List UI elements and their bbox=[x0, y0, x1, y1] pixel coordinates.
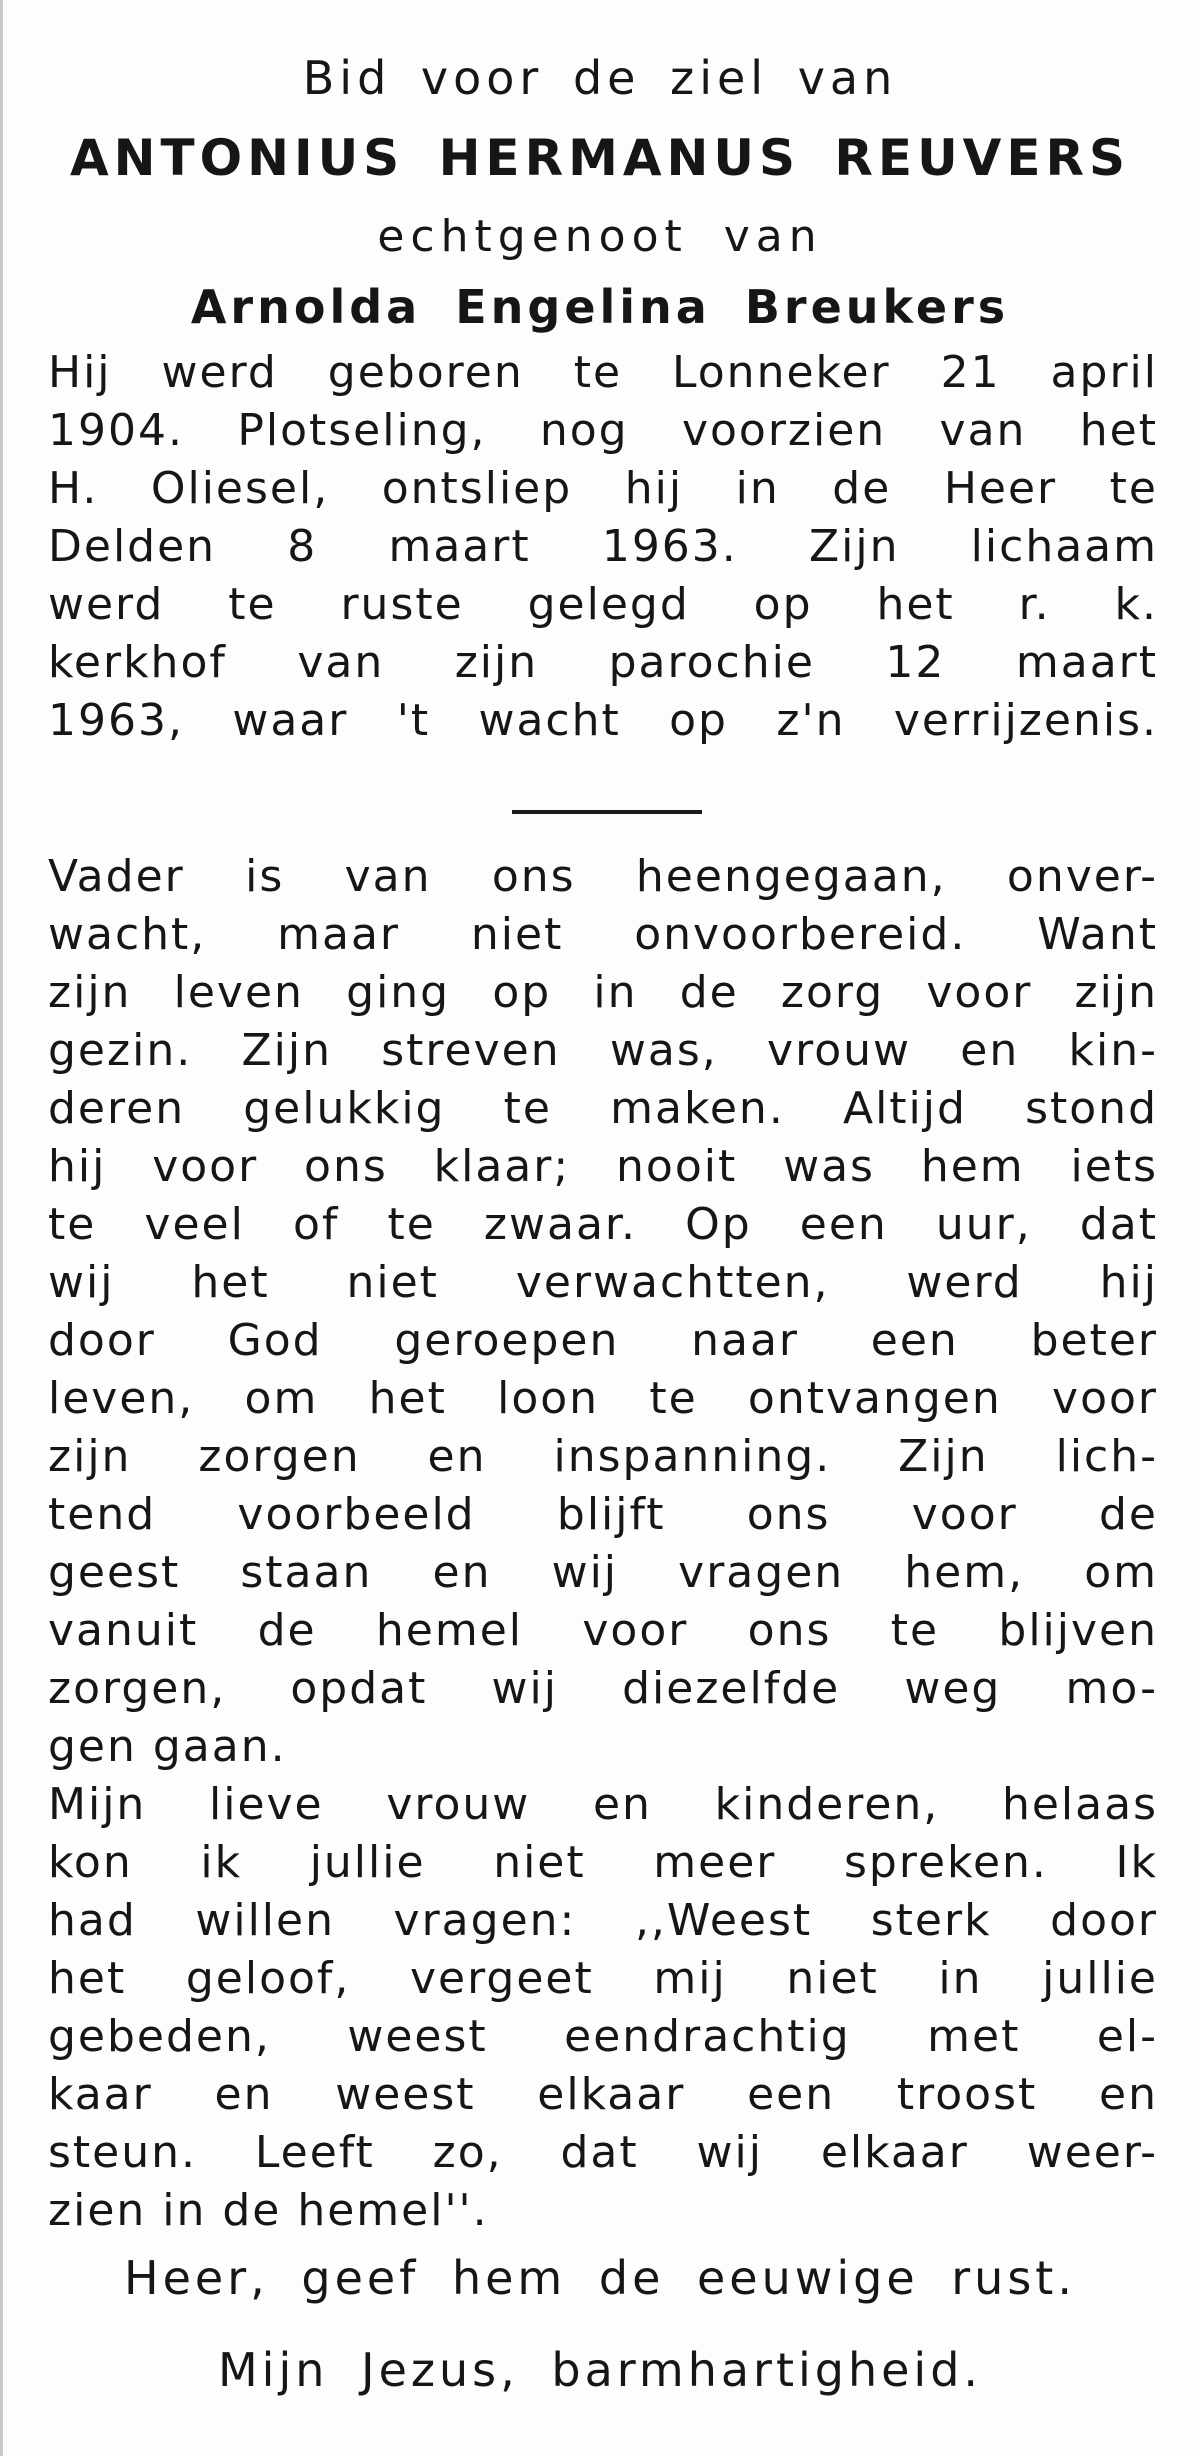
tribute-line: kon ik jullie niet meer spreken. Ik bbox=[48, 1837, 1158, 1888]
tribute-line: door God geroepen naar een beter bbox=[48, 1315, 1158, 1366]
tribute-line: wacht, maar niet onvoorbereid. Want bbox=[48, 909, 1158, 960]
tribute-line: deren gelukkig te maken. Altijd stond bbox=[48, 1083, 1158, 1134]
tribute-line: te veel of te zwaar. Op een uur, dat bbox=[48, 1199, 1158, 1250]
tribute-line: zien in de hemel''. bbox=[48, 2185, 489, 2236]
tribute-line: gebeden, weest eendrachtig met el- bbox=[48, 2011, 1158, 2062]
tribute-line: zijn leven ging op in de zorg voor zijn bbox=[48, 967, 1158, 1018]
tribute-line: kaar en weest elkaar een troost en bbox=[48, 2069, 1158, 2120]
closing-prayer: Heer, geef hem de eeuwige rust. bbox=[124, 2251, 1076, 2305]
tribute-line: vanuit de hemel voor ons te blijven bbox=[48, 1605, 1158, 1656]
spouse-intro: echtgenoot van bbox=[377, 211, 823, 262]
biography-line: werd te ruste gelegd op het r. k. bbox=[48, 579, 1158, 630]
prayer-intro: Bid voor de ziel van bbox=[302, 51, 898, 105]
tribute-line: wij het niet verwachtten, werd hij bbox=[48, 1257, 1158, 1308]
tribute-line: tend voorbeeld blijft ons voor de bbox=[48, 1489, 1158, 1540]
tribute-line: Vader is van ons heengegaan, onver- bbox=[48, 851, 1158, 902]
biography-line: kerkhof van zijn parochie 12 maart bbox=[48, 637, 1158, 688]
biography-line: H. Oliesel, ontsliep hij in de Heer te bbox=[48, 463, 1158, 514]
card-edge bbox=[0, 0, 3, 2456]
tribute-line: zijn zorgen en inspanning. Zijn lich- bbox=[48, 1431, 1158, 1482]
tribute-line: leven, om het loon te ontvangen voor bbox=[48, 1373, 1158, 1424]
tribute-line: steun. Leeft zo, dat wij elkaar weer- bbox=[48, 2127, 1158, 2178]
tribute-line: het geloof, vergeet mij niet in jullie bbox=[48, 1953, 1158, 2004]
biography-line: 1904. Plotseling, nog voorzien van het bbox=[48, 405, 1158, 456]
biography-line: 1963, waar 't wacht op z'n verrijzenis. bbox=[48, 695, 1158, 746]
tribute-line: Mijn lieve vrouw en kinderen, helaas bbox=[48, 1779, 1158, 1830]
tribute-line: had willen vragen: ,,Weest sterk door bbox=[48, 1895, 1158, 1946]
tribute-line: zorgen, opdat wij diezelfde weg mo- bbox=[48, 1663, 1158, 1714]
tribute-line: hij voor ons klaar; nooit was hem iets bbox=[48, 1141, 1158, 1192]
biography-line: Delden 8 maart 1963. Zijn lichaam bbox=[48, 521, 1158, 572]
divider-rule bbox=[512, 810, 702, 814]
tribute-line: geest staan en wij vragen hem, om bbox=[48, 1547, 1158, 1598]
closing-invocation: Mijn Jezus, barmhartigheid. bbox=[217, 2343, 983, 2397]
deceased-name: ANTONIUS HERMANUS REUVERS bbox=[69, 129, 1131, 187]
biography-line: Hij werd geboren te Lonneker 21 april bbox=[48, 347, 1158, 398]
tribute-line: gezin. Zijn streven was, vrouw en kin- bbox=[48, 1025, 1158, 1076]
tribute-line: gen gaan. bbox=[48, 1721, 287, 1772]
spouse-name: Arnolda Engelina Breukers bbox=[190, 280, 1010, 334]
